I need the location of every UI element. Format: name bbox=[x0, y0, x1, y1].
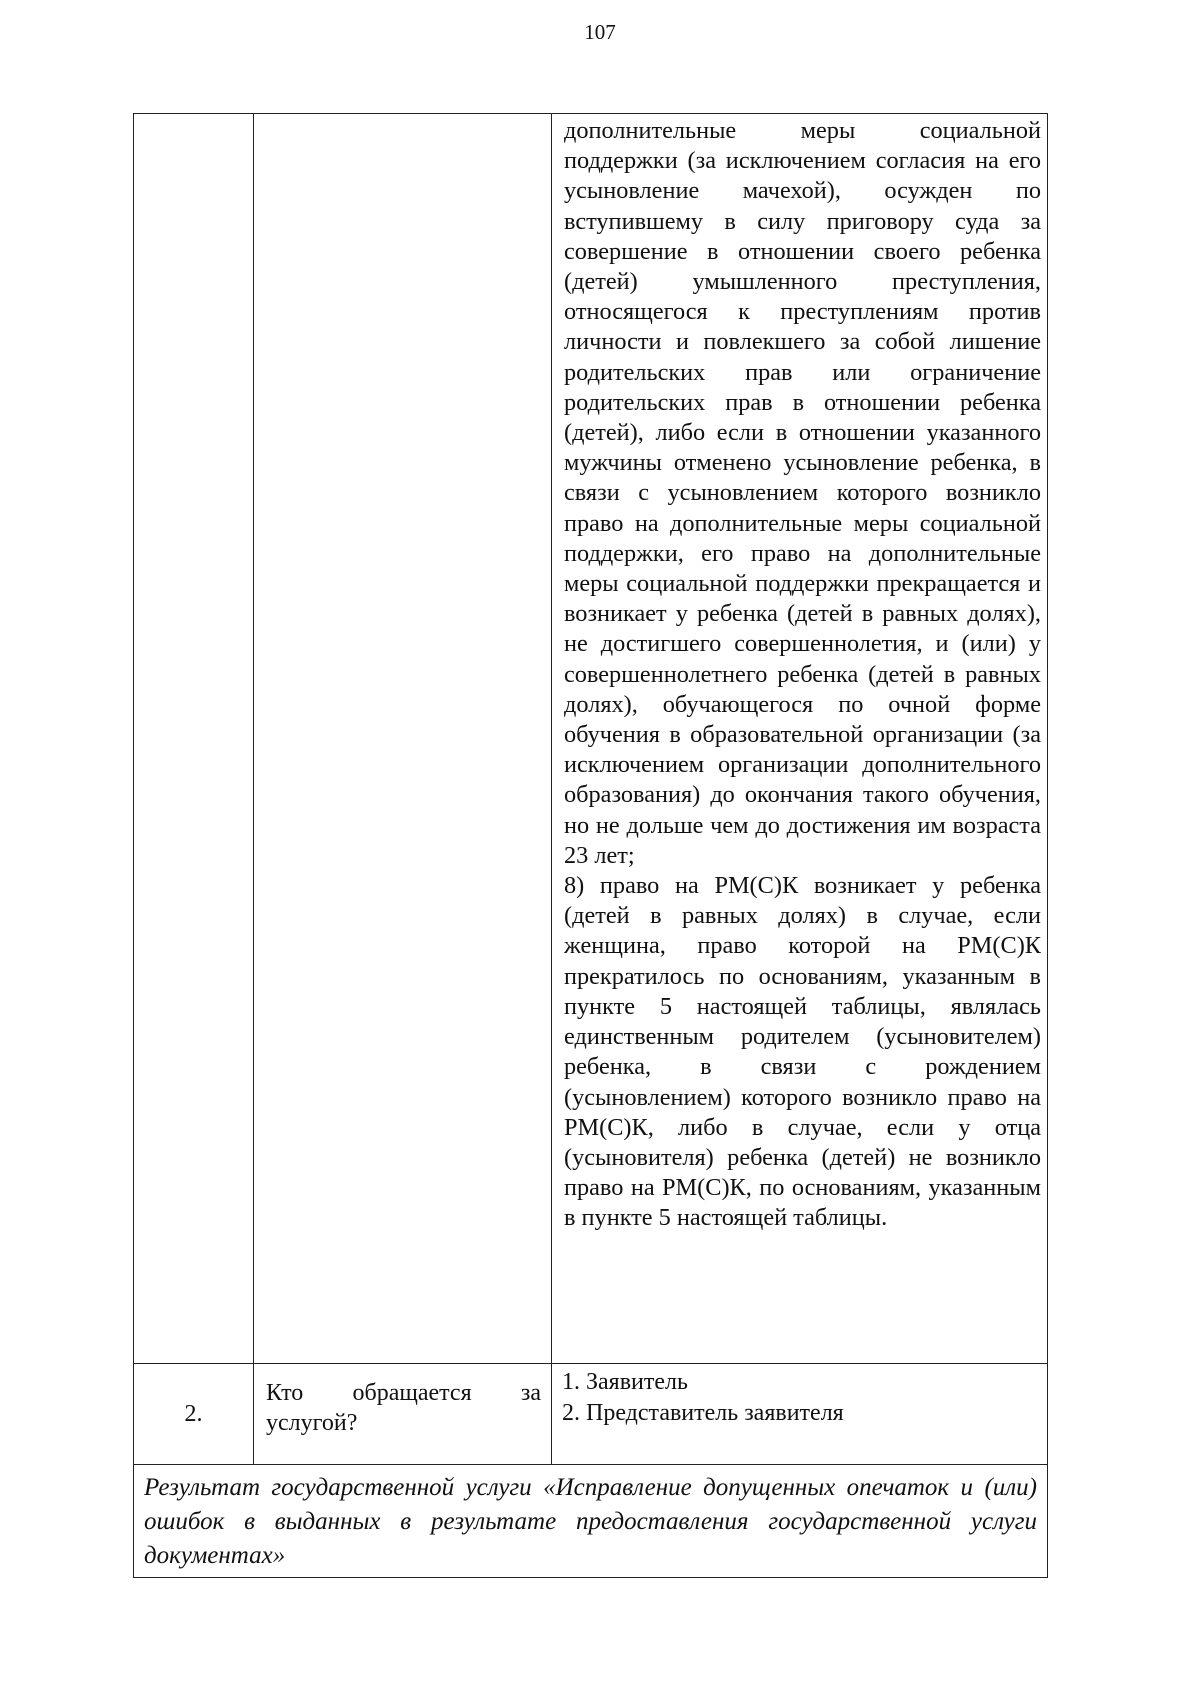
question-cell-empty bbox=[254, 114, 552, 1364]
answer-item-1: 1. Заявитель bbox=[562, 1369, 688, 1395]
answer-item-2: 2. Представитель заявителя bbox=[562, 1400, 844, 1426]
question-cell bbox=[254, 1364, 552, 1465]
number-cell-empty bbox=[134, 114, 254, 1364]
answer-cell bbox=[552, 114, 1048, 1364]
question-line-2: услугой? bbox=[266, 1410, 358, 1436]
answer-paragraph-2: 8) право на РМ(С)К возникает у ребенка (детей в равных долях) в случае, если женщина, право которой на РМ(С)К прекратилось по основаниям, указанным в пункте 5 настоящей таблицы, являлась единственным родителем (усыновителем) ребенка, в связи с рождением (усыновлением) которого возникло право на РМ(С)К, либо в случае, если у отца (усыновителя) ребенка (детей) не возникло право на РМ(С)К, по основаниям, указанным в пункте 5 настоящей таблицы. bbox=[564, 872, 1041, 1232]
table-row-2 bbox=[134, 1364, 1048, 1465]
question-line-1: Кто обращается за bbox=[266, 1380, 541, 1406]
answer-paragraph-1: дополнительные меры социальной поддержки (за исключением согласия на его усыновление мачехой), осужден по вступившему в силу приговору суда за совершение в отношении своего ребенка (детей) умышленного преступления, относящегося к преступлениям против личности и повлекшего за собой лишение родительских прав или ограничение родительских прав в отношении ребенка (детей), либо если в отношении указанного мужчины отменено усыновление ребенка, в связи с усыновлением которого возникло право на дополнительные меры социальной поддержки, его право на дополнительные меры социальной поддержки прекращается и возникает у ребенка (детей в равных долях), не достигшего совершеннолетия, и (или) у совершеннолетнего ребенка (детей в равных долях), обучающегося по очной форме обучения в образовательной организации (за исключением организации дополнительного образования) до окончания такого обучения, но не дольше чем до достижения им возраста 23 лет; bbox=[564, 117, 1041, 869]
services-table bbox=[133, 113, 1048, 1578]
answer-list-cell bbox=[552, 1364, 1048, 1465]
table-row-section-header bbox=[134, 1465, 1048, 1578]
row-number: 2. bbox=[134, 1364, 254, 1465]
table-row-continued bbox=[134, 114, 1048, 1364]
section-result-heading: Результат государственной услуги «Исправление допущенных опечаток и (или) ошибок в выданных в результате предоставления государственной услуги документах» bbox=[134, 1465, 1048, 1578]
page-number: 107 bbox=[584, 20, 616, 44]
